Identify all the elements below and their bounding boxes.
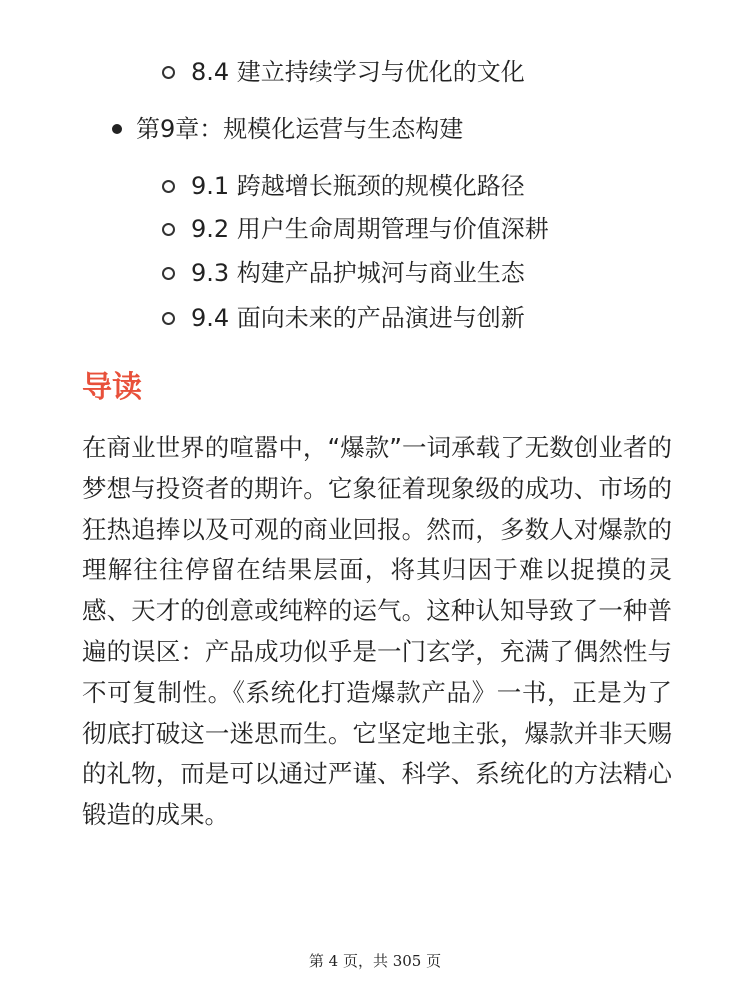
toc-item-label: 9.2 用户生命周期管理与价值深耕 xyxy=(191,215,549,243)
circle-bullet-icon xyxy=(162,223,175,236)
circle-bullet-icon xyxy=(162,180,175,193)
toc-item-label: 8.4 建立持续学习与优化的文化 xyxy=(191,58,525,86)
body-paragraph: 在商业世界的喧嚣中，“爆款”一词承载了无数创业者的梦想与投资者的期许。它象征着现象级的成功、市场的狂热追捧以及可观的商业回报。然而，多数人对爆款的理解往往停留在结果层面，将其归因于难以捉摸的灵感、天才的创意或纯粹的运气。这种认知导致了一种普遍的误区：产品成功似乎是一门玄学，充满了偶然性与不可复制性。《系统化打造爆款产品》一书，正是为了彻底打破这一迷思而生。它坚定地主张，爆款并非天赐的礼物，而是可以通过严谨、科学、系统化的方法精心锻造的成果。 xyxy=(82,433,672,830)
disc-bullet-icon xyxy=(112,124,122,134)
circle-bullet-icon xyxy=(162,66,175,79)
toc-item-label: 9.1 跨越增长瓶颈的规模化路径 xyxy=(191,172,525,200)
circle-bullet-icon xyxy=(162,312,175,325)
section-heading: 导读 xyxy=(82,370,142,405)
toc-item-9-4 xyxy=(162,302,525,334)
toc-chapter-9 xyxy=(112,113,463,145)
toc-item-label: 9.3 构建产品护城河与商业生态 xyxy=(191,259,525,287)
toc-item-9-3 xyxy=(162,257,525,289)
toc-item-9-2 xyxy=(162,213,549,245)
page-number-footer: 第 4 页，共 305 页 xyxy=(308,952,442,970)
circle-bullet-icon xyxy=(162,267,175,280)
toc-item-label: 9.4 面向未来的产品演进与创新 xyxy=(191,304,525,332)
toc-item-8-4 xyxy=(162,56,525,88)
toc-chapter-label: 第9章：规模化运营与生态构建 xyxy=(136,115,464,143)
toc-item-9-1 xyxy=(162,170,525,202)
